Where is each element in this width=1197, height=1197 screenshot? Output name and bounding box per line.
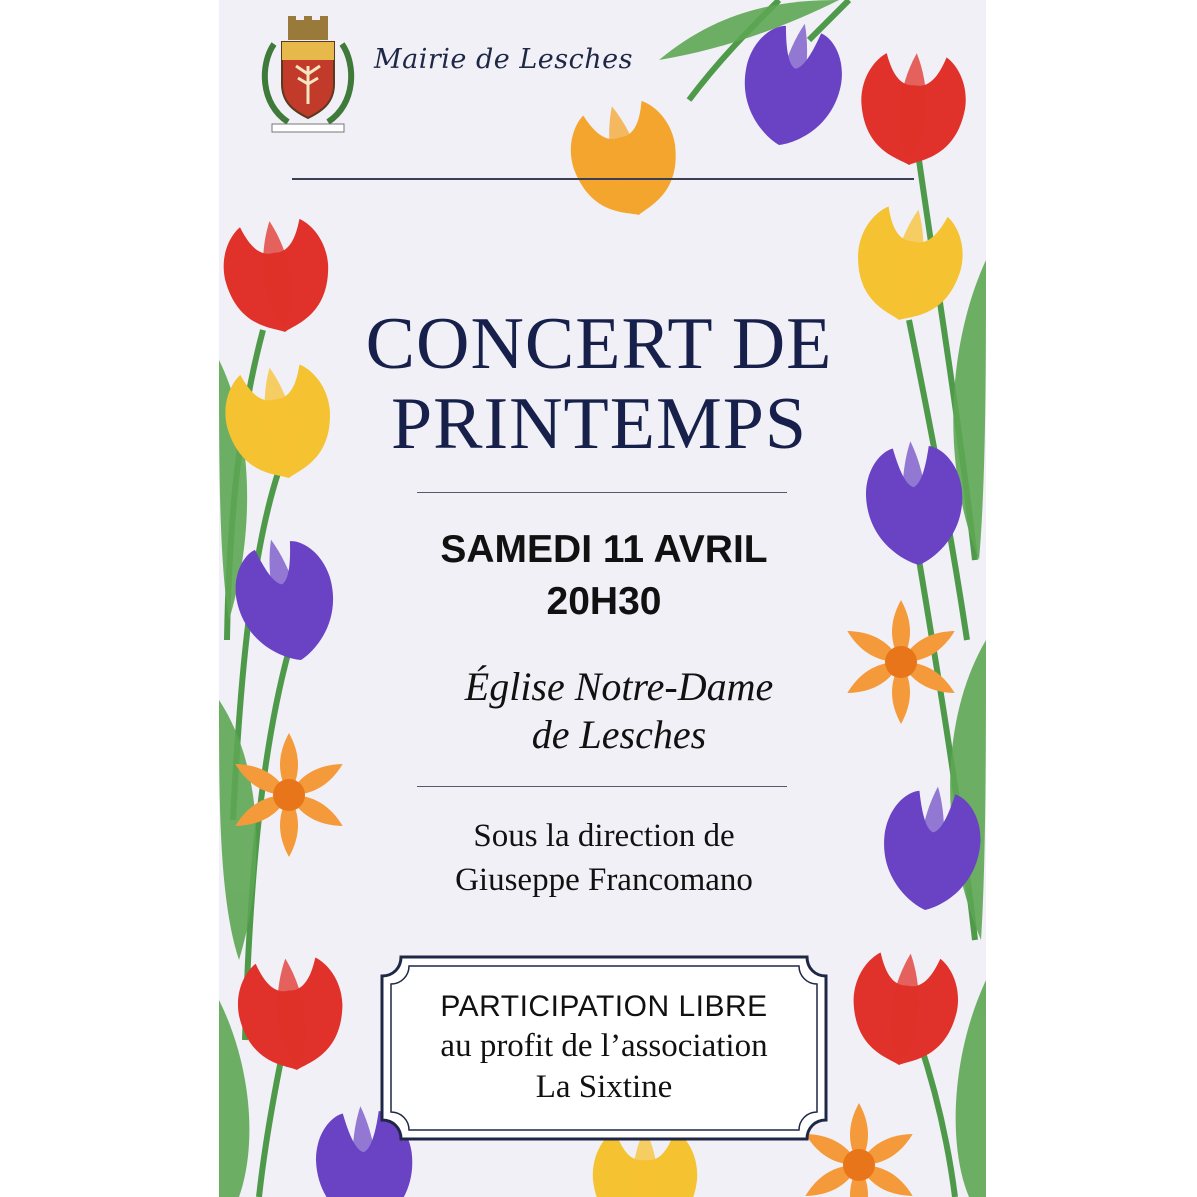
header-divider xyxy=(292,178,914,180)
admission-heading: PARTICIPATION LIBRE xyxy=(440,990,768,1023)
event-time: 20H30 xyxy=(546,580,662,623)
admission-beneficiary-line2: La Sixtine xyxy=(535,1069,673,1105)
venue-divider xyxy=(417,786,787,787)
director-name: Giuseppe Francomano xyxy=(455,862,753,898)
admission-text xyxy=(379,988,829,1108)
event-date: SAMEDI 11 AVRIL xyxy=(440,528,768,571)
admission-beneficiary-line1: au profit de l’association xyxy=(440,1028,768,1064)
director-intro: Sous la direction de xyxy=(473,818,735,854)
concert-poster xyxy=(219,0,986,1197)
venue-line1: Église Notre-Dame xyxy=(464,664,774,709)
tulip-orange-top xyxy=(561,94,689,228)
venue-line2: de Lesches xyxy=(531,712,707,757)
tulip-red-right-bottom xyxy=(847,948,963,1070)
tulip-red-left-bottom xyxy=(233,953,349,1075)
organization-name: Mairie de Lesches xyxy=(374,44,633,75)
concert-title-line2: PRINTEMPS xyxy=(390,383,808,465)
concert-title-line1: CONCERT DE xyxy=(365,303,833,385)
admission-box xyxy=(379,954,829,1142)
tulip-red-top-right xyxy=(857,50,969,169)
title-divider xyxy=(417,492,787,493)
town-crest-icon xyxy=(254,14,362,136)
